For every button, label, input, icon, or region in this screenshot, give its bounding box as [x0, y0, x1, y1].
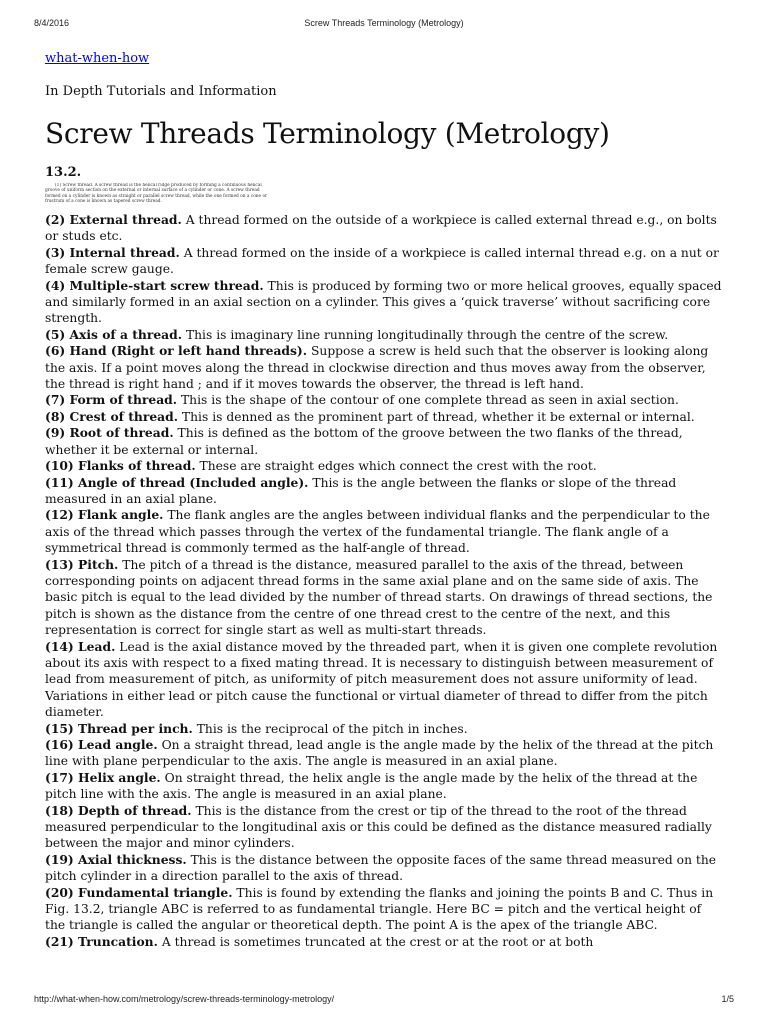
- definition-term: (12) Flank angle.: [45, 507, 164, 523]
- definition-item: [45, 803, 725, 852]
- print-title: Screw Threads Terminology (Metrology): [304, 18, 464, 28]
- definition-text: This is denned as the prominent part of thread, whether it be external or internal.: [181, 409, 695, 424]
- definition-text: These are straight edges which connect the crest with the root.: [199, 459, 597, 474]
- definition-item: [45, 409, 725, 425]
- definition-item: [45, 770, 725, 803]
- definition-term: (18) Depth of thread.: [45, 802, 192, 818]
- site-home-link[interactable]: what-when-how: [45, 51, 150, 66]
- definition-text: The pitch of a thread is the distance, measured parallel to the axis of the thread, between corresponding points on adjacent thread forms in the same axial plane and on the same side of axis. The basic pitch is equal to the lead divided by the number of thread starts. On drawings of thread sections, the pitch is shown as the distance from the centre of one thread crest to the centre of the next, and this representation is correct for single start as well as multi-start threads.: [45, 557, 713, 638]
- definition-term: (13) Pitch.: [45, 556, 119, 572]
- definition-item: [45, 507, 725, 556]
- definition-item: [45, 458, 725, 474]
- definition-text: This is defined as the bottom of the groove between the two flanks of the thread, whether it be external or internal.: [45, 426, 683, 457]
- definition-term: (2) External thread.: [45, 212, 182, 227]
- definition-item: [45, 721, 725, 737]
- definition-text: This is the distance between the opposite faces of the same thread measured on the pitch cylinder in a direction parallel to the axis of thread.: [45, 852, 717, 884]
- definition-list: [45, 212, 725, 950]
- definition-text: This is imaginary line running longitudinally through the centre of the screw.: [185, 327, 669, 342]
- definition-text: Lead is the axial distance moved by the threaded part, when it is given one complete revolution about its axis with respect to a fixed mating thread. It is necessary to distinguish between measurement of lead from measurement of pitch, as uniformity of pitch measurement does not assure uniformity of lead. Variations in either lead or pitch cause the functional or virtual diameter of thread to differ from the pitch diameter.: [45, 639, 718, 720]
- definition-term: (11) Angle of thread (Included angle).: [45, 474, 309, 490]
- definition-item: [45, 639, 725, 721]
- definition-item: [45, 343, 725, 392]
- definition-text: A thread is sometimes truncated at the crest or at the root or at both: [161, 934, 594, 949]
- definition-term: (9) Root of thread.: [45, 425, 174, 441]
- print-url: http://what-when-how.com/metrology/screw-threads-terminology-metrology/: [34, 994, 335, 1004]
- definition-item: [45, 212, 725, 245]
- definition-item: [45, 885, 725, 934]
- print-header: [0, 18, 768, 30]
- section-number: 13.2.: [45, 165, 82, 180]
- definition-term: (16) Lead angle.: [45, 737, 158, 752]
- definition-item: [45, 392, 725, 408]
- print-footer: [0, 994, 768, 1006]
- definition-text: Suppose a screw is held such that the observer is looking along the axis. If a point moves along the thread in clockwise direction and thus moves away from the observer, the thread is right hand ; and if it moves towards the observer, the thread is left hand.: [45, 344, 709, 392]
- definition-item: [45, 557, 725, 639]
- site-tagline: In Depth Tutorials and Information: [45, 84, 277, 99]
- definition-term: (7) Form of thread.: [45, 392, 178, 408]
- definition-text: This is the shape of the contour of one complete thread as seen in axial section.: [180, 393, 679, 408]
- definition-item: [45, 852, 725, 885]
- definition-text: A thread formed on the outside of a workpiece is called external thread e.g., on bolts or studs etc.: [45, 213, 717, 244]
- definition-term: (21) Truncation.: [45, 933, 158, 949]
- print-date: 8/4/2016: [34, 18, 70, 28]
- definition-term: (6) Hand (Right or left hand threads).: [45, 343, 308, 359]
- definition-item: [45, 245, 725, 278]
- definition-item: [45, 934, 725, 950]
- definition-term: (3) Internal thread.: [45, 244, 180, 260]
- definition-item: [45, 425, 725, 458]
- definition-text: This is the reciprocal of the pitch in inches.: [196, 721, 468, 736]
- definition-term: (5) Axis of a thread.: [45, 326, 183, 342]
- definition-term: (20) Fundamental triangle.: [45, 884, 233, 900]
- definition-text: This is the distance from the crest or tip of the thread to the root of the thread measured perpendicular to the longitudinal axis or this could be defined as the distance measured radially between the major and minor cylinders.: [45, 803, 712, 851]
- definition-term: (19) Axial thickness.: [45, 851, 187, 867]
- definition-text: On a straight thread, lead angle is the angle made by the helix of the thread at the pitch line with plane perpendicular to the axis. The angle is measured in an axial plane.: [45, 738, 714, 769]
- page-title: Screw Threads Terminology (Metrology): [45, 117, 610, 150]
- definition-term: (4) Multiple-start screw thread.: [45, 277, 264, 293]
- definition-text: The flank angles are the angles between individual flanks and the perpendicular to the axis of the thread which passes through the vertex of the fundamental triangle. The flank angle of a symmetrical thread is commonly termed as the half-angle of thread.: [45, 508, 710, 556]
- definition-item: [45, 475, 725, 508]
- definition-item: [45, 327, 725, 343]
- definition-item: [45, 737, 725, 770]
- definition-term: (10) Flanks of thread.: [45, 458, 196, 474]
- definition-term: (8) Crest of thread.: [45, 408, 178, 424]
- definition-term: (17) Helix angle.: [45, 769, 161, 785]
- definition-term: (15) Thread per inch.: [45, 720, 193, 736]
- definition-text: On straight thread, the helix angle is the angle made by the helix of the thread at the pitch line with the axis. The angle is measured in an axial plane.: [45, 770, 698, 802]
- print-page-number: 1/5: [721, 994, 734, 1004]
- definition-text: This is produced by forming two or more helical grooves, equally spaced and similarly formed in an axial section on a cylinder. This gives a ‘quick traverse’ without sacrificing core strength.: [45, 278, 722, 326]
- figure-caption: (1) Screw thread. A screw thread is the helical ridge produced by forming a continuous helical groove of uniform section on the external or internal surface of a cylinder or cone. A screw thread formed on a cylinder is known as straight or parallel screw thread, while the one formed on a cone or frustrum of a cone is known as tapered screw thread.: [45, 183, 268, 204]
- definition-text: This is the angle between the flanks or slope of the thread measured in an axial plane.: [45, 475, 677, 506]
- article: [45, 47, 725, 950]
- definition-item: [45, 278, 725, 327]
- definition-term: (14) Lead.: [45, 638, 116, 654]
- definition-text: A thread formed on the inside of a workpiece is called internal thread e.g. on a nut or female screw gauge.: [45, 245, 719, 277]
- definition-text: This is found by extending the flanks and joining the points B and C. Thus in Fig. 13.2, triangle ABC is referred to as fundamental triangle. Here BC = pitch and the vertical height of the triangle is called the angular or theoretical depth. The point A is the apex of the triangle ABC.: [45, 885, 714, 933]
